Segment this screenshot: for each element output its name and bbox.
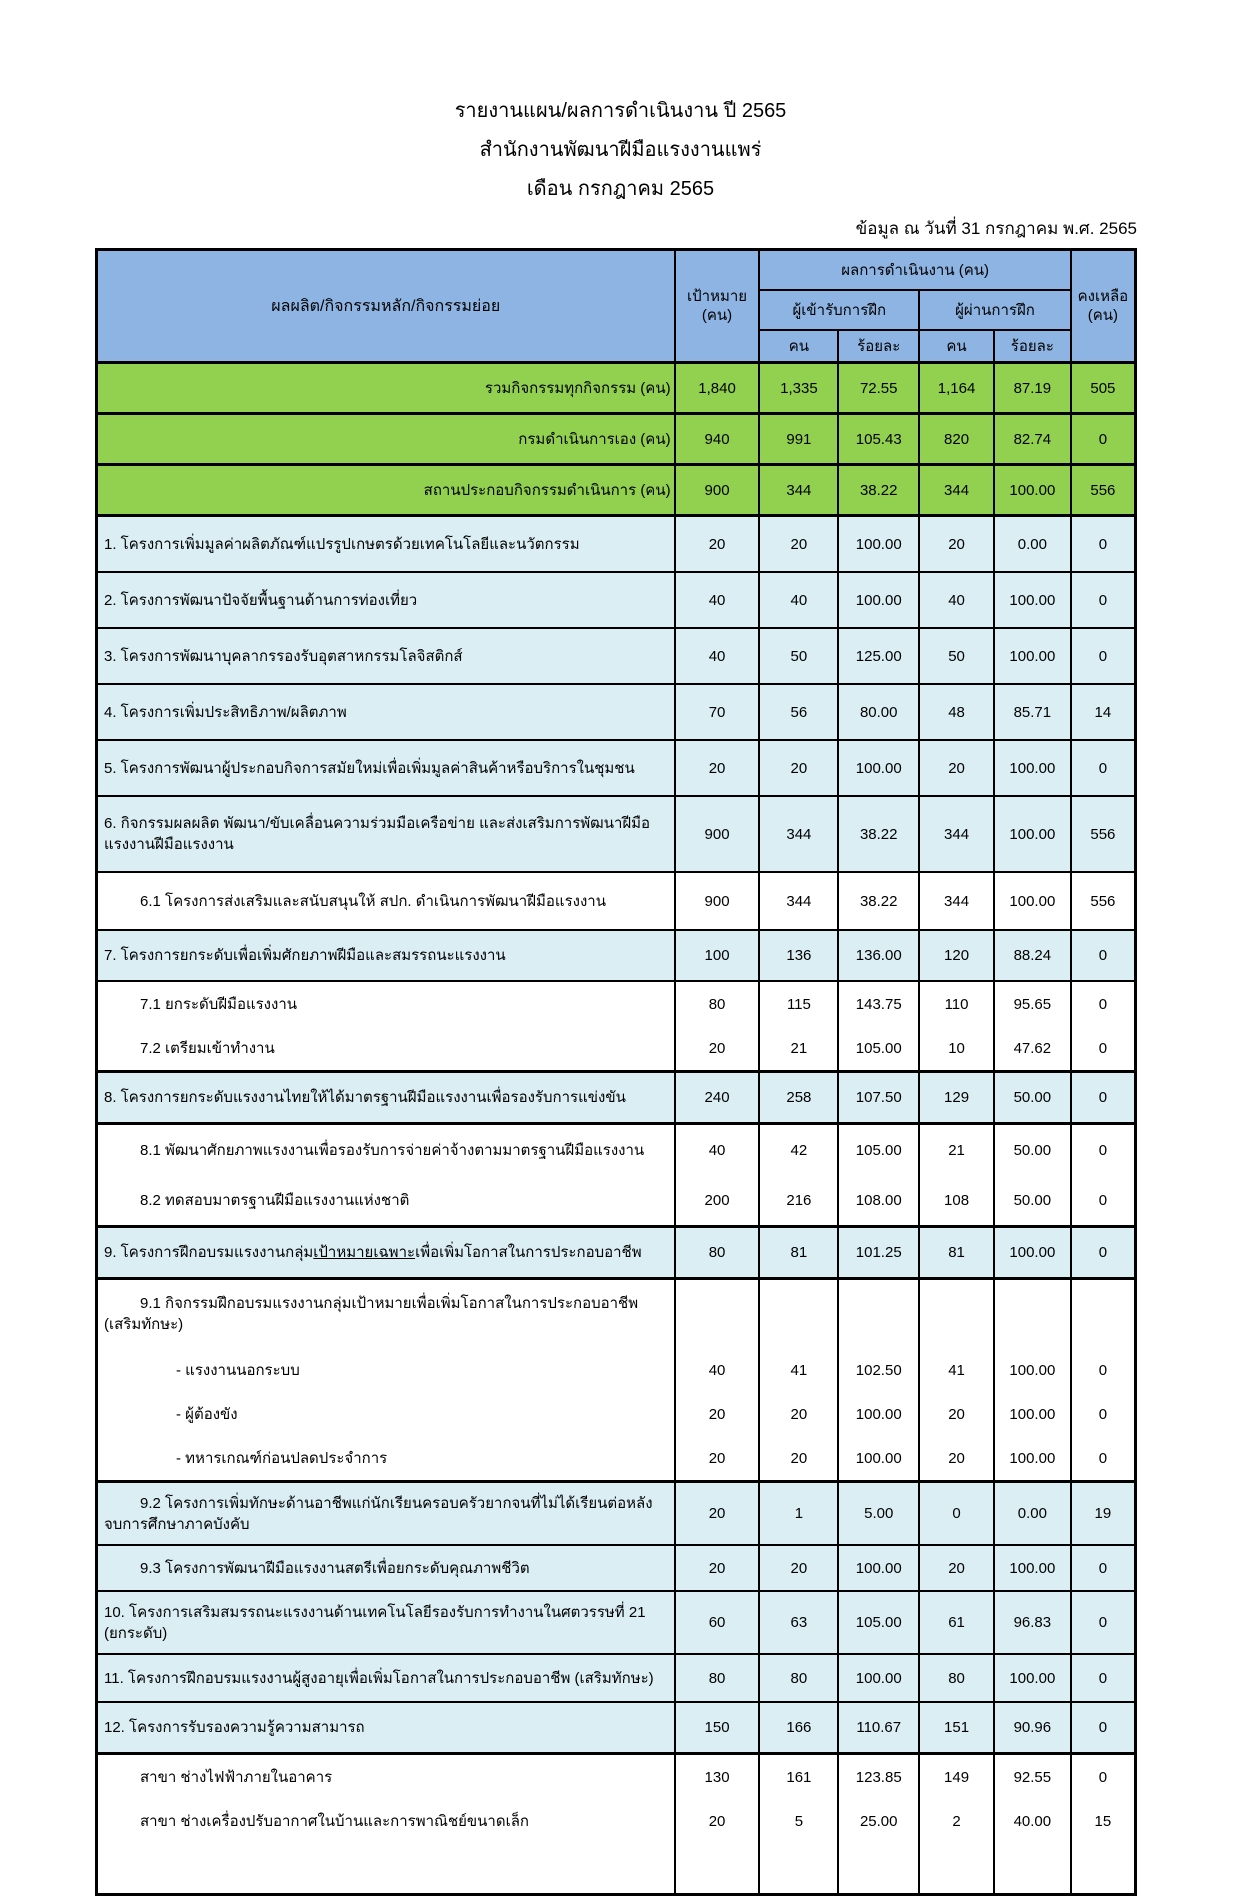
entered-percent-cell: 80.00 (838, 684, 919, 740)
entered-count-cell: 41 (759, 1348, 838, 1392)
passed-percent-cell: 100.00 (994, 796, 1071, 872)
target-cell: 200 (675, 1175, 760, 1227)
passed-percent-cell: 95.65 (994, 981, 1071, 1026)
passed-count-cell: 344 (919, 465, 994, 516)
subproject-row-8-2 (97, 1175, 1136, 1227)
target-cell: 20 (675, 1545, 760, 1591)
passed-percent-cell: 100.00 (994, 628, 1071, 684)
passed-count-cell: 129 (919, 1072, 994, 1124)
entered-percent-cell: 100.00 (838, 1392, 919, 1436)
project-row-1 (97, 516, 1136, 573)
trade-row-electrician (97, 1754, 1136, 1800)
entered-count-cell: 81 (759, 1227, 838, 1279)
passed-count-cell: 151 (919, 1702, 994, 1754)
passed-count-cell: 41 (919, 1348, 994, 1392)
passed-percent-cell: 50.00 (994, 1175, 1071, 1227)
activity-cell: 11. โครงการฝึกอบรมแรงงานผู้สูงอายุเพื่อเพิ่มโอกาสในการประกอบอาชีพ (เสริมทักษะ) (97, 1654, 675, 1702)
activity-label-prefix: 9. โครงการฝึกอบรมแรงงานกลุ่ม (104, 1244, 314, 1261)
entered-count-cell: 344 (759, 872, 838, 930)
entered-percent-cell: 101.25 (838, 1227, 919, 1279)
entered-percent-cell: 72.55 (838, 363, 919, 414)
target-cell: 20 (675, 1436, 760, 1482)
target-cell (675, 1279, 760, 1349)
remaining-cell: 0 (1071, 1124, 1136, 1176)
passed-count-cell: 81 (919, 1227, 994, 1279)
entered-count-cell: 56 (759, 684, 838, 740)
column-header-passed-percent: ร้อยละ (994, 330, 1071, 363)
passed-percent-cell: 100.00 (994, 1392, 1071, 1436)
entered-count-cell: 991 (759, 414, 838, 465)
entered-count-cell: 63 (759, 1591, 838, 1654)
entered-percent-cell: 100.00 (838, 1436, 919, 1482)
target-group-row-inmates (97, 1392, 1136, 1436)
entered-count-cell: 161 (759, 1754, 838, 1800)
entered-percent-cell: 100.00 (838, 1545, 919, 1591)
activity-cell: 2. โครงการพัฒนาปัจจัยพื้นฐานด้านการท่องเที่ยว (97, 572, 675, 628)
activity-cell: 9.2 โครงการเพิ่มทักษะด้านอาชีพแก่นักเรียนครอบครัวยากจนที่ไม่ได้เรียนต่อหลังจบการศึกษาภาคบังคับ (97, 1482, 675, 1546)
remaining-cell: 0 (1071, 414, 1136, 465)
passed-percent-cell: 47.62 (994, 1026, 1071, 1072)
data-as-of-date: ข้อมูล ณ วันที่ 31 กรกฎาคม พ.ศ. 2565 (855, 219, 1137, 238)
passed-percent-cell: 87.19 (994, 363, 1071, 414)
target-cell: 60 (675, 1591, 760, 1654)
entered-percent-cell: 123.85 (838, 1754, 919, 1800)
remaining-cell: 0 (1071, 1754, 1136, 1800)
project-row-2 (97, 572, 1136, 628)
passed-count-cell: 2 (919, 1799, 994, 1843)
remaining-cell (1071, 1843, 1136, 1895)
remaining-cell: 14 (1071, 684, 1136, 740)
passed-count-cell: 48 (919, 684, 994, 740)
remaining-cell: 19 (1071, 1482, 1136, 1546)
target-cell: 40 (675, 572, 760, 628)
remaining-cell: 15 (1071, 1799, 1136, 1843)
remaining-cell: 0 (1071, 1072, 1136, 1124)
entered-count-cell: 1,335 (759, 363, 838, 414)
trade-row-air-conditioning (97, 1799, 1136, 1843)
target-cell: 20 (675, 516, 760, 573)
target-cell: 40 (675, 1124, 760, 1176)
target-cell: 20 (675, 1482, 760, 1546)
activity-cell: กรมดำเนินการเอง (คน) (97, 414, 675, 465)
subproject-row-8-1 (97, 1124, 1136, 1176)
summary-row-department (97, 414, 1136, 465)
column-header-target (675, 250, 760, 363)
activity-cell: 8.2 ทดสอบมาตรฐานฝีมือแรงงานแห่งชาติ (97, 1175, 675, 1227)
passed-percent-cell: 100.00 (994, 1348, 1071, 1392)
report-title-line1: รายงานแผน/ผลการดำเนินงาน ปี 2565 (454, 100, 787, 122)
entered-count-cell: 115 (759, 981, 838, 1026)
entered-percent-cell: 125.00 (838, 628, 919, 684)
target-cell: 20 (675, 740, 760, 796)
target-cell: 20 (675, 1799, 760, 1843)
activity-cell: 12. โครงการรับรองความรู้ความสามารถ (97, 1702, 675, 1754)
target-cell: 900 (675, 465, 760, 516)
subproject-row-7-1 (97, 981, 1136, 1026)
target-cell: 1,840 (675, 363, 760, 414)
report-title-block (0, 0, 1241, 209)
entered-count-cell: 344 (759, 796, 838, 872)
passed-percent-cell: 100.00 (994, 1654, 1071, 1702)
passed-percent-cell: 90.96 (994, 1702, 1071, 1754)
passed-percent-cell: 100.00 (994, 572, 1071, 628)
activity-cell: 8.1 พัฒนาศักยภาพแรงงานเพื่อรองรับการจ่ายค่าจ้างตามมาตรฐานฝีมือแรงงาน (97, 1124, 675, 1176)
remaining-cell: 0 (1071, 516, 1136, 573)
entered-count-cell: 50 (759, 628, 838, 684)
target-group-row-conscripts (97, 1436, 1136, 1482)
entered-count-cell: 20 (759, 516, 838, 573)
entered-percent-cell: 100.00 (838, 572, 919, 628)
entered-count-cell: 216 (759, 1175, 838, 1227)
activity-cell: 8. โครงการยกระดับแรงงานไทยให้ได้มาตรฐานฝีมือแรงงานเพื่อรองรับการแข่งขัน (97, 1072, 675, 1124)
passed-count-cell: 20 (919, 516, 994, 573)
activity-label-suffix: เพื่อเพิ่มโอกาสในการประกอบอาชีพ (415, 1244, 642, 1261)
activity-cell: สาขา ช่างไฟฟ้าภายในอาคาร (97, 1754, 675, 1800)
remaining-cell: 0 (1071, 1654, 1136, 1702)
activity-cell: - ทหารเกณฑ์ก่อนปลดประจำการ (97, 1436, 675, 1482)
activity-cell: 5. โครงการพัฒนาผู้ประกอบกิจการสมัยใหม่เพื่อเพิ่มมูลค่าสินค้าหรือบริการในชุมชน (97, 740, 675, 796)
passed-count-cell: 20 (919, 1436, 994, 1482)
activity-cell: 3. โครงการพัฒนาบุคลากรรองรับอุตสาหกรรมโลจิสติกส์ (97, 628, 675, 684)
remaining-cell: 0 (1071, 628, 1136, 684)
summary-row-total (97, 363, 1136, 414)
entered-count-cell (759, 1843, 838, 1895)
passed-count-cell: 20 (919, 740, 994, 796)
project-row-12 (97, 1702, 1136, 1754)
passed-count-cell: 820 (919, 414, 994, 465)
entered-percent-cell: 136.00 (838, 930, 919, 981)
passed-percent-cell: 96.83 (994, 1591, 1071, 1654)
entered-percent-cell: 105.00 (838, 1124, 919, 1176)
activity-cell: 4. โครงการเพิ่มประสิทธิภาพ/ผลิตภาพ (97, 684, 675, 740)
passed-count-cell (919, 1843, 994, 1895)
remaining-cell: 556 (1071, 872, 1136, 930)
remaining-cell (1071, 1279, 1136, 1349)
passed-percent-cell: 92.55 (994, 1754, 1071, 1800)
activity-cell: รวมกิจกรรมทุกกิจกรรม (คน) (97, 363, 675, 414)
passed-percent-cell (994, 1843, 1071, 1895)
target-cell: 20 (675, 1392, 760, 1436)
entered-count-cell: 5 (759, 1799, 838, 1843)
remaining-cell: 0 (1071, 1392, 1136, 1436)
blank-filler-row (97, 1843, 1136, 1895)
activity-cell: 7.1 ยกระดับฝีมือแรงงาน (97, 981, 675, 1026)
activity-cell: 10. โครงการเสริมสมรรถนะแรงงานด้านเทคโนโลยีรองรับการทำงานในศตวรรษที่ 21 (ยกระดับ) (97, 1591, 675, 1654)
entered-count-cell: 1 (759, 1482, 838, 1546)
project-row-11 (97, 1654, 1136, 1702)
passed-count-cell: 149 (919, 1754, 994, 1800)
entered-percent-cell: 108.00 (838, 1175, 919, 1227)
remaining-cell: 505 (1071, 363, 1136, 414)
passed-count-cell: 80 (919, 1654, 994, 1702)
column-header-passed-count: คน (919, 330, 994, 363)
passed-percent-cell: 100.00 (994, 1545, 1071, 1591)
passed-percent-cell: 100.00 (994, 465, 1071, 516)
entered-count-cell: 20 (759, 1545, 838, 1591)
remaining-cell: 556 (1071, 796, 1136, 872)
passed-count-cell: 108 (919, 1175, 994, 1227)
target-cell: 80 (675, 1654, 760, 1702)
project-row-5 (97, 740, 1136, 796)
activity-cell: - ผู้ต้องขัง (97, 1392, 675, 1436)
entered-count-cell: 344 (759, 465, 838, 516)
passed-count-cell: 40 (919, 572, 994, 628)
activity-cell (97, 1843, 675, 1895)
entered-percent-cell: 105.00 (838, 1026, 919, 1072)
column-header-entered-count: คน (759, 330, 838, 363)
remaining-cell: 0 (1071, 1702, 1136, 1754)
passed-percent-cell: 82.74 (994, 414, 1071, 465)
entered-count-cell: 42 (759, 1124, 838, 1176)
subproject-row-6-1 (97, 872, 1136, 930)
target-cell: 70 (675, 684, 760, 740)
entered-percent-cell: 25.00 (838, 1799, 919, 1843)
project-row-3 (97, 628, 1136, 684)
header-row-1 (97, 250, 1136, 291)
entered-percent-cell: 38.22 (838, 465, 919, 516)
target-cell: 900 (675, 872, 760, 930)
entered-percent-cell: 110.67 (838, 1702, 919, 1754)
entered-percent-cell: 105.43 (838, 414, 919, 465)
passed-count-cell: 344 (919, 872, 994, 930)
passed-percent-cell (994, 1279, 1071, 1349)
table-header (97, 250, 1136, 363)
activity-cell: 9.3 โครงการพัฒนาฝีมือแรงงานสตรีเพื่อยกระดับคุณภาพชีวิต (97, 1545, 675, 1591)
passed-count-cell: 50 (919, 628, 994, 684)
summary-row-establishments (97, 465, 1136, 516)
subproject-row-7-2 (97, 1026, 1136, 1072)
activity-cell: 7.2 เตรียมเข้าทำงาน (97, 1026, 675, 1072)
activity-cell: 9.1 กิจกรรมฝึกอบรมแรงงานกลุ่มเป้าหมายเพื่อเพิ่มโอกาสในการประกอบอาชีพ (เสริมทักษะ) (97, 1279, 675, 1349)
entered-percent-cell: 102.50 (838, 1348, 919, 1392)
column-header-activity: ผลผลิต/กิจกรรมหลัก/กิจกรรมย่อย (97, 250, 675, 363)
entered-count-cell: 40 (759, 572, 838, 628)
entered-percent-cell: 100.00 (838, 516, 919, 573)
report-title-line3: เดือน กรกฎาคม 2565 (526, 178, 715, 200)
entered-count-cell: 20 (759, 1392, 838, 1436)
passed-percent-cell: 100.00 (994, 1436, 1071, 1482)
column-header-results-group: ผลการดำเนินงาน (คน) (759, 250, 1070, 291)
remaining-cell: 0 (1071, 1436, 1136, 1482)
entered-count-cell: 80 (759, 1654, 838, 1702)
passed-percent-cell: 85.71 (994, 684, 1071, 740)
activity-cell: 1. โครงการเพิ่มมูลค่าผลิตภัณฑ์แปรรูปเกษตรด้วยเทคโนโลยีและนวัตกรรม (97, 516, 675, 573)
activity-cell: 7. โครงการยกระดับเพื่อเพิ่มศักยภาพฝีมือและสมรรถนะแรงงาน (97, 930, 675, 981)
remaining-cell: 0 (1071, 1591, 1136, 1654)
passed-percent-cell: 100.00 (994, 872, 1071, 930)
remaining-cell: 0 (1071, 1175, 1136, 1227)
entered-percent-cell: 5.00 (838, 1482, 919, 1546)
activity-cell (97, 1227, 675, 1279)
entered-count-cell: 136 (759, 930, 838, 981)
passed-percent-cell: 50.00 (994, 1124, 1071, 1176)
remaining-cell: 0 (1071, 930, 1136, 981)
target-cell: 100 (675, 930, 760, 981)
activity-cell: สถานประกอบกิจกรรมดำเนินการ (คน) (97, 465, 675, 516)
passed-count-cell: 20 (919, 1392, 994, 1436)
passed-count-cell: 1,164 (919, 363, 994, 414)
remaining-cell: 0 (1071, 981, 1136, 1026)
remaining-cell: 0 (1071, 572, 1136, 628)
target-cell: 150 (675, 1702, 760, 1754)
entered-percent-cell: 107.50 (838, 1072, 919, 1124)
subproject-row-9-3 (97, 1545, 1136, 1591)
passed-percent-cell: 0.00 (994, 1482, 1071, 1546)
entered-percent-cell (838, 1843, 919, 1895)
passed-count-cell: 110 (919, 981, 994, 1026)
column-header-remaining-line1: คงเหลือ (1077, 288, 1129, 305)
column-header-entered-percent: ร้อยละ (838, 330, 919, 363)
remaining-cell: 0 (1071, 740, 1136, 796)
remaining-cell: 0 (1071, 1227, 1136, 1279)
passed-percent-cell: 40.00 (994, 1799, 1071, 1843)
passed-count-cell: 61 (919, 1591, 994, 1654)
entered-count-cell (759, 1279, 838, 1349)
passed-count-cell: 20 (919, 1545, 994, 1591)
project-row-6 (97, 796, 1136, 872)
subproject-row-9-1 (97, 1279, 1136, 1349)
target-cell: 240 (675, 1072, 760, 1124)
entered-percent-cell: 105.00 (838, 1591, 919, 1654)
entered-percent-cell: 100.00 (838, 1654, 919, 1702)
entered-count-cell: 21 (759, 1026, 838, 1072)
entered-percent-cell: 143.75 (838, 981, 919, 1026)
target-cell: 40 (675, 628, 760, 684)
activity-cell: 6. กิจกรรมผลผลิต พัฒนา/ขับเคลื่อนความร่วมมือเครือข่าย และส่งเสริมการพัฒนาฝีมือแรงงานฝีมือแรงงาน (97, 796, 675, 872)
target-cell: 80 (675, 1227, 760, 1279)
target-cell: 940 (675, 414, 760, 465)
passed-percent-cell: 50.00 (994, 1072, 1071, 1124)
passed-percent-cell: 100.00 (994, 740, 1071, 796)
report-title-line2: สำนักงานพัฒนาฝีมือแรงงานแพร่ (479, 139, 762, 161)
entered-count-cell: 20 (759, 1436, 838, 1482)
column-header-target-line1: เป้าหมาย (687, 288, 748, 305)
passed-percent-cell: 100.00 (994, 1227, 1071, 1279)
entered-percent-cell: 38.22 (838, 796, 919, 872)
passed-count-cell: 344 (919, 796, 994, 872)
passed-count-cell: 21 (919, 1124, 994, 1176)
target-group-row-informal-labour (97, 1348, 1136, 1392)
project-row-10 (97, 1591, 1136, 1654)
project-row-8 (97, 1072, 1136, 1124)
activity-cell: - แรงงานนอกระบบ (97, 1348, 675, 1392)
column-header-remaining (1071, 250, 1136, 363)
passed-percent-cell: 88.24 (994, 930, 1071, 981)
activity-cell: 6.1 โครงการส่งเสริมและสนับสนุนให้ สปก. ดำเนินการพัฒนาฝีมือแรงงาน (97, 872, 675, 930)
entered-count-cell: 258 (759, 1072, 838, 1124)
passed-count-cell: 0 (919, 1482, 994, 1546)
column-header-remaining-line2: (คน) (1087, 307, 1119, 324)
target-cell: 130 (675, 1754, 760, 1800)
remaining-cell: 0 (1071, 1545, 1136, 1591)
performance-report-table (95, 248, 1137, 1896)
target-cell: 20 (675, 1026, 760, 1072)
column-header-entered-training: ผู้เข้ารับการฝึก (759, 290, 919, 330)
entered-percent-cell (838, 1279, 919, 1349)
passed-percent-cell: 0.00 (994, 516, 1071, 573)
activity-cell: สาขา ช่างเครื่องปรับอากาศในบ้านและการพาณิชย์ขนาดเล็ก (97, 1799, 675, 1843)
passed-count-cell (919, 1279, 994, 1349)
remaining-cell: 0 (1071, 1026, 1136, 1072)
column-header-passed-training: ผู้ผ่านการฝึก (919, 290, 1071, 330)
passed-count-cell: 10 (919, 1026, 994, 1072)
activity-label-underlined: เป้าหมายเฉพาะ (313, 1244, 416, 1261)
remaining-cell: 0 (1071, 1348, 1136, 1392)
column-header-target-line2: (คน) (701, 307, 733, 324)
project-row-7 (97, 930, 1136, 981)
passed-count-cell: 120 (919, 930, 994, 981)
target-cell: 40 (675, 1348, 760, 1392)
target-cell: 80 (675, 981, 760, 1026)
target-cell: 900 (675, 796, 760, 872)
target-cell (675, 1843, 760, 1895)
project-row-9 (97, 1227, 1136, 1279)
entered-percent-cell: 100.00 (838, 740, 919, 796)
entered-count-cell: 20 (759, 740, 838, 796)
entered-percent-cell: 38.22 (838, 872, 919, 930)
project-row-4 (97, 684, 1136, 740)
remaining-cell: 556 (1071, 465, 1136, 516)
subproject-row-9-2 (97, 1482, 1136, 1546)
entered-count-cell: 166 (759, 1702, 838, 1754)
